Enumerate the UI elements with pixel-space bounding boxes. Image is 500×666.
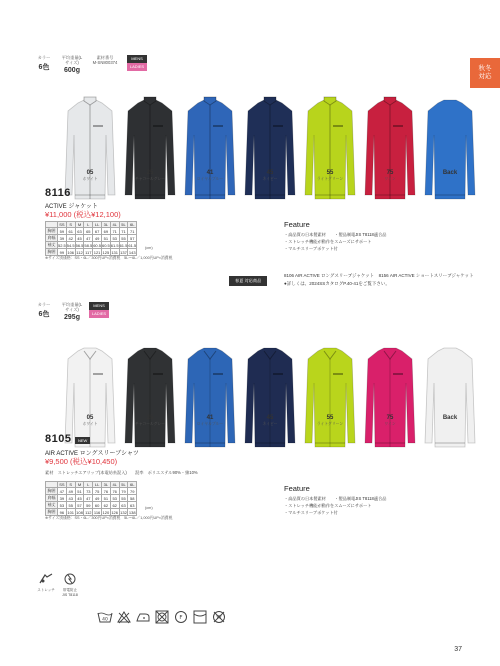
size-cell: 76 [110,488,119,495]
color-code: 45 [266,415,274,421]
size-header-cell: 4L [110,222,119,228]
size-cell: 51 [101,495,110,502]
size-cell: 108 [76,509,83,515]
size-cell: 47 [84,235,93,242]
size-cell: 106 [67,249,75,255]
p1-fabric-spec: 素材番号 M-SN800374 [92,55,118,65]
garment-color-75 [364,343,416,461]
size-cell: 132 [120,509,127,515]
size-cell: 39 [58,235,67,242]
color-caption [370,415,410,427]
size-cell: 45 [75,235,84,242]
color-caption [70,170,110,182]
stretch-label: ストレッチ [37,588,55,592]
color-caption [70,415,110,427]
size-cell: 61.5 [128,242,137,248]
garment-color-55 [304,95,356,213]
size-cell: 69 [101,228,110,235]
color-name: ワイン [384,422,396,426]
size-cell: 62 [101,502,110,509]
color-caption [130,415,170,427]
mens-badge: MENS [127,55,147,63]
size-header-cell: 6L [128,482,137,488]
size-header-cell: SS [59,482,65,488]
size-cell: 120 [102,509,110,515]
garment-color-41 [184,95,236,213]
size-cell: 131 [111,249,119,255]
size-row-label: 胸囲 [47,249,56,255]
color-name: ロイヤルブルー [196,422,224,426]
p2-product-name: AIR ACTIVE ロングスリーブシャツ [45,451,139,457]
p2-size-table [45,481,137,516]
new-badge: NEW [75,437,90,444]
p1-size-note: ※サイズ別価格：SS・6L／300円UP×消費税 5L～6L／1,000円UP×消費税 [45,256,173,260]
color-name: チャコールグレー [134,177,166,181]
size-cell: 53 [110,235,119,242]
color-caption [250,415,290,427]
color-caption [190,170,230,182]
iron-low-icon [135,610,151,624]
size-header-cell: L [84,222,93,228]
size-cell: 42 [66,235,75,242]
size-header-cell: 4L [110,482,119,488]
size-row-label: 胸囲 [47,509,56,515]
color-code: 25 [146,170,154,176]
size-cell: 73 [84,488,93,495]
size-cell: 79 [119,488,128,495]
p2-feature-title: Feature [284,484,310,493]
size-cell: 112 [76,249,83,255]
p1-feature-3: ・マルチスリーブポケット付 [284,246,338,251]
size-header-cell: 5L [119,482,128,488]
color-code: 41 [206,415,214,421]
p1-color-spec: カラー 6色 [37,55,51,71]
size-cell: 43 [66,495,75,502]
p2-size-note: ※サイズ別価格：SS・6L／300円UP×消費税 5L～6L／1,000円UP×消費税 [45,516,173,520]
size-cell: 39 [58,495,67,502]
size-cell: 60 [93,502,102,509]
size-cell: 58.5 [84,242,93,248]
antistatic-label: 帯電防止 JIS T8118 [62,588,78,597]
size-cell: 71 [128,228,137,235]
size-header-cell: M [75,222,84,228]
size-header-cell: LL [93,222,102,228]
color-code: 41 [206,170,214,176]
color-name: ホワイト [82,177,98,181]
p2-weight-spec: 平均重量(Lサイズ) 295g [61,302,83,321]
size-cell: 55 [119,235,128,242]
wet-clean-icon [211,610,227,624]
stretch-icon [38,572,54,586]
size-cell: 138 [128,509,136,515]
color-name: ネイビー [262,422,278,426]
antistatic-icon [62,572,78,586]
color-name: ライトグリーン [316,422,344,426]
size-cell: 121 [93,249,101,255]
size-row [46,228,137,235]
p1-weight-spec: 平均重量(Lサイズ) 600g [61,55,83,74]
size-cell: 79 [128,488,137,495]
color-caption [130,170,170,182]
p2-product-number: 8105 [45,433,72,445]
garment-color-05 [64,95,116,213]
size-cell: 75 [93,488,102,495]
p1-feature-1: ・高品質の日本製素材 ・製品制電JIS T8118適合品 [284,232,387,237]
no-bleach-icon [116,610,132,624]
garment-color-25 [124,343,176,461]
size-row-label: 袖丈 [47,502,56,508]
size-header-cell: SS [59,222,65,228]
size-header-cell: S [66,482,75,488]
color-code: 05 [86,415,94,421]
color-name: ロイヤルブルー [196,177,224,181]
dry-clean-icon [173,610,189,624]
size-cell: 57 [128,235,137,242]
size-row-label: 肩幅 [47,495,56,501]
p1-size-table [45,221,137,256]
size-cell: 65 [84,228,93,235]
color-name: ワイン [384,177,396,181]
size-row [46,488,137,495]
garment-back-view [424,95,476,213]
related-products-line-2: ●詳しくは、2024SSカタログP.40-41をご覧下さい。 [284,281,390,286]
p2-feature-3: ・マルチスリーブポケット付 [284,510,338,515]
size-cell: 76 [101,488,110,495]
season-tab: 秋冬 対応 [470,58,500,88]
size-cell: 63 [128,502,137,509]
size-cell: 67 [93,228,102,235]
size-header-cell: 3L [101,222,110,228]
color-name: ネイビー [262,177,278,181]
size-header-cell: L [84,482,93,488]
size-cell: 143 [128,249,136,255]
related-products-line-1: 8106 AIR ACTIVE ロングスリーブジャケット 8156 AIR ACTIVE ショートスリーブジャケット [284,273,474,278]
p2-price: ¥9,500 (税込¥10,450) [45,457,118,466]
color-caption [190,415,230,427]
p2-material: 素材 ストレッチエアリップ(本電紡糸混入) 混率 ポリエステル90%・綿10% [45,470,198,475]
size-cell: 60.5 [101,242,110,248]
size-cell: 117 [85,249,92,255]
size-cell: 59 [58,228,67,235]
size-cell: 53 [110,495,119,502]
ladies-badge: LADIES [89,310,109,318]
size-cell: 49 [93,495,102,502]
garment-color-25 [124,95,176,213]
ladies-badge: LADIES [127,63,147,71]
size-cell: 57 [75,502,84,509]
size-cell: 71 [119,228,128,235]
color-caption [370,170,410,182]
color-code: 75 [386,415,394,421]
size-cell: 58 [128,495,137,502]
color-code: 05 [86,170,94,176]
color-name: ホワイト [82,422,98,426]
back-label: Back [442,415,458,421]
back-view-caption [430,170,470,176]
color-code: 45 [266,170,274,176]
garment-color-45 [244,95,296,213]
size-cell: 55 [119,495,128,502]
mens-badge: MENS [89,302,109,310]
no-tumble-dry-icon [154,610,170,624]
svg-text:W: W [216,615,222,621]
size-header-cell: LL [93,482,102,488]
size-cell: 126 [111,509,119,515]
p1-gender-badges [127,55,147,71]
size-cell: 101 [67,509,75,515]
svg-text:40: 40 [102,617,108,623]
color-caption [250,170,290,182]
size-header-cell: 5L [119,222,128,228]
p1-price: ¥11,000 (税込¥12,100) [45,210,121,219]
size-header-cell: M [75,482,84,488]
p2-garment-row [60,343,476,463]
size-cell: 61 [66,228,75,235]
p2-feature-1: ・高品質の日本製素材 ・製品制電JIS T8118適合品 [284,496,387,501]
p2-gender-badges [89,302,109,318]
back-label: Back [442,170,458,176]
p1-product-name: ACTIVE ジャケット [45,204,98,210]
color-code: 75 [386,170,394,176]
size-row [46,242,137,249]
p1-spec-row [33,55,147,74]
size-cell: 53 [58,502,67,509]
related-products-tag: 春夏 対応商品 [229,276,267,286]
size-row [46,495,137,502]
size-row-label: 肩幅 [47,235,56,241]
size-row-label: 袖丈 [47,242,56,248]
color-code: 55 [326,415,334,421]
size-cell: 51 [101,235,110,242]
size-cell: 61.5 [110,242,119,248]
color-caption [310,170,350,182]
size-header-cell: 3L [101,482,110,488]
size-cell: 137 [120,249,127,255]
p1-feature-title: Feature [284,220,310,229]
size-cell: 52.5 [58,242,66,248]
size-cell: 61.5 [119,242,128,248]
size-cell: 45 [75,495,84,502]
size-cell: 59 [84,502,93,509]
size-cell: 62 [110,502,119,509]
p1-feature-2: ・ストレッチ機能が動作をスムーズにサポート [284,239,372,244]
back-view-caption [430,415,470,421]
size-cell: 47 [58,488,67,495]
size-cell: 47 [84,495,93,502]
size-cell: 125 [102,249,110,255]
garment-color-41 [184,343,236,461]
size-cell: 55 [66,502,75,509]
size-cell: 56.5 [75,242,84,248]
color-name: チャコールグレー [134,422,166,426]
size-cell: 63 [119,502,128,509]
size-cell: 54.5 [66,242,75,248]
p2-size-unit: (cm) [145,506,153,510]
color-code: 55 [326,170,334,176]
p1-product-number: 8116 [45,187,71,199]
size-header-cell: 6L [128,222,137,228]
size-row-label: 胸囲 [47,488,56,494]
size-row [46,502,137,509]
p2-feature-2: ・ストレッチ機能が動作をスムーズにサポート [284,503,372,508]
size-cell: 112 [85,509,92,515]
size-cell: 63 [75,228,84,235]
size-cell: 96 [58,509,67,516]
wash-40-icon [97,610,113,624]
page-number: 37 [454,646,462,653]
size-cell: 49 [66,488,75,495]
size-cell: 71 [110,228,119,235]
size-row-label: 胸囲 [47,228,56,234]
garment-color-45 [244,343,296,461]
garment-color-55 [304,343,356,461]
size-cell: 49 [93,235,102,242]
p1-size-unit: (cm) [145,246,153,250]
line-dry-icon [192,610,208,624]
p2-color-spec: カラー 6色 [37,302,51,318]
p2-spec-row [33,302,109,321]
svg-text:F: F [179,615,183,621]
garment-color-75 [364,95,416,213]
size-cell: 51 [75,488,84,495]
color-caption [310,415,350,427]
size-cell: 99 [58,249,67,256]
size-row [46,235,137,242]
p1-garment-row [60,95,476,215]
size-header-cell: S [66,222,75,228]
garment-back-view [424,343,476,461]
color-name: ライトグリーン [316,177,344,181]
color-code: 25 [146,415,154,421]
size-cell: 60.5 [93,242,101,248]
size-cell: 116 [93,509,101,515]
